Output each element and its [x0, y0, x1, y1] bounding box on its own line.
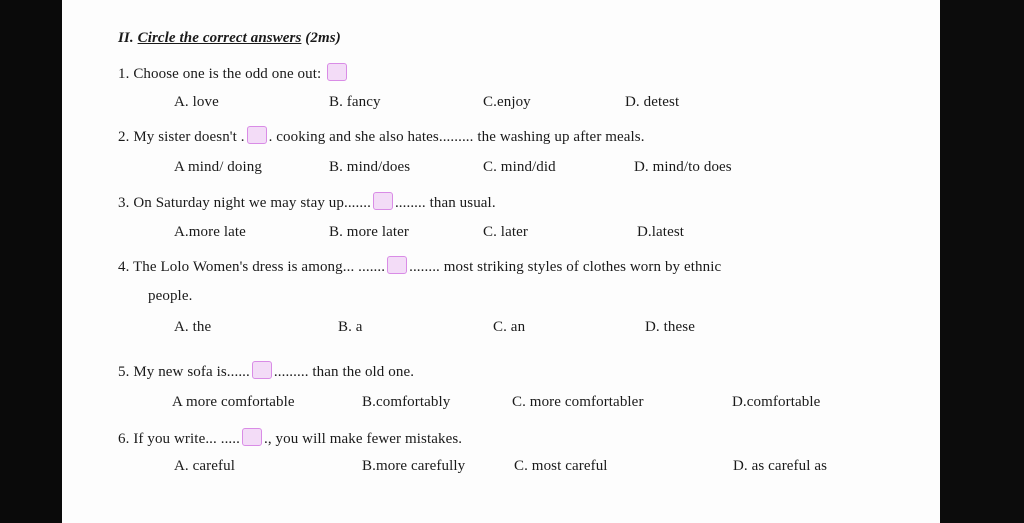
q5-option-d[interactable]: D.comfortable: [732, 394, 821, 410]
q4-option-b[interactable]: B. a: [338, 319, 363, 335]
q6-option-c[interactable]: C. most careful: [514, 458, 608, 474]
q3-option-a[interactable]: A.more late: [174, 224, 246, 240]
question-4-continuation: people.: [148, 288, 193, 304]
answer-box[interactable]: [252, 361, 272, 379]
q6-option-a[interactable]: A. careful: [174, 458, 235, 474]
question-number: 5.: [118, 364, 130, 380]
question-text: My new sofa is......: [133, 364, 250, 380]
question-text-after: ......... than the old one.: [273, 364, 415, 380]
question-number: 6.: [118, 431, 130, 447]
question-number: 3.: [118, 195, 130, 211]
question-number: 4.: [118, 259, 130, 275]
question-6: [118, 428, 462, 448]
section-points: (2ms): [305, 30, 341, 46]
q6-option-d[interactable]: D. as careful as: [733, 458, 828, 474]
q1-option-c[interactable]: C.enjoy: [483, 94, 531, 110]
q2-option-c[interactable]: C. mind/did: [483, 159, 556, 175]
q5-option-c[interactable]: C. more comfortabler: [512, 394, 644, 410]
question-text-after: . cooking and she also hates.........: [268, 129, 474, 145]
question-text-end: the washing up after meals.: [473, 129, 645, 145]
section-heading: [118, 30, 341, 47]
q4-option-a[interactable]: A. the: [174, 319, 212, 335]
question-text: The Lolo Women's dress is among... .......: [133, 259, 386, 275]
q3-option-d[interactable]: D.latest: [637, 224, 685, 240]
q4-option-d[interactable]: D. these: [645, 319, 695, 335]
q5-option-a[interactable]: A more comfortable: [172, 394, 295, 410]
answer-box[interactable]: [373, 192, 393, 210]
left-dark-margin: [0, 0, 62, 523]
answer-box[interactable]: [327, 63, 347, 81]
question-5: [118, 361, 414, 381]
question-number: 2.: [118, 129, 130, 145]
question-1: [118, 63, 349, 83]
answer-box[interactable]: [387, 256, 407, 274]
question-dots: .: [240, 129, 245, 145]
q2-option-d[interactable]: D. mind/to does: [634, 159, 732, 175]
answer-box[interactable]: [247, 126, 267, 144]
q6-option-b[interactable]: B.more carefully: [362, 458, 466, 474]
right-dark-margin: [940, 0, 1024, 523]
question-number: 1.: [118, 66, 130, 82]
question-3: [118, 192, 496, 212]
question-text-after: ., you will make fewer mistakes.: [263, 431, 463, 447]
q1-option-d[interactable]: D. detest: [625, 94, 680, 110]
question-text-after: ........ than usual.: [394, 195, 496, 211]
q1-option-a[interactable]: A. love: [174, 94, 219, 110]
q5-option-b[interactable]: B.comfortably: [362, 394, 451, 410]
section-number: II.: [118, 30, 134, 46]
section-title: Circle the correct answers: [137, 30, 302, 46]
question-text: If you write... .....: [133, 431, 240, 447]
answer-box[interactable]: [242, 428, 262, 446]
q2-option-b[interactable]: B. mind/does: [329, 159, 411, 175]
question-text: My sister doesn't: [133, 129, 241, 145]
question-2: [118, 126, 645, 146]
q4-option-c[interactable]: C. an: [493, 319, 526, 335]
question-text-after: ........ most striking styles of clothes worn by ethnic: [409, 259, 722, 275]
q3-option-b[interactable]: B. more later: [329, 224, 410, 240]
question-4: [118, 256, 721, 276]
q3-option-c[interactable]: C. later: [483, 224, 528, 240]
question-text: Choose one is the odd one out:: [133, 66, 322, 82]
question-text: On Saturday night we may stay up.......: [133, 195, 371, 211]
q2-option-a[interactable]: A mind/ doing: [174, 159, 262, 175]
q1-option-b[interactable]: B. fancy: [329, 94, 381, 110]
